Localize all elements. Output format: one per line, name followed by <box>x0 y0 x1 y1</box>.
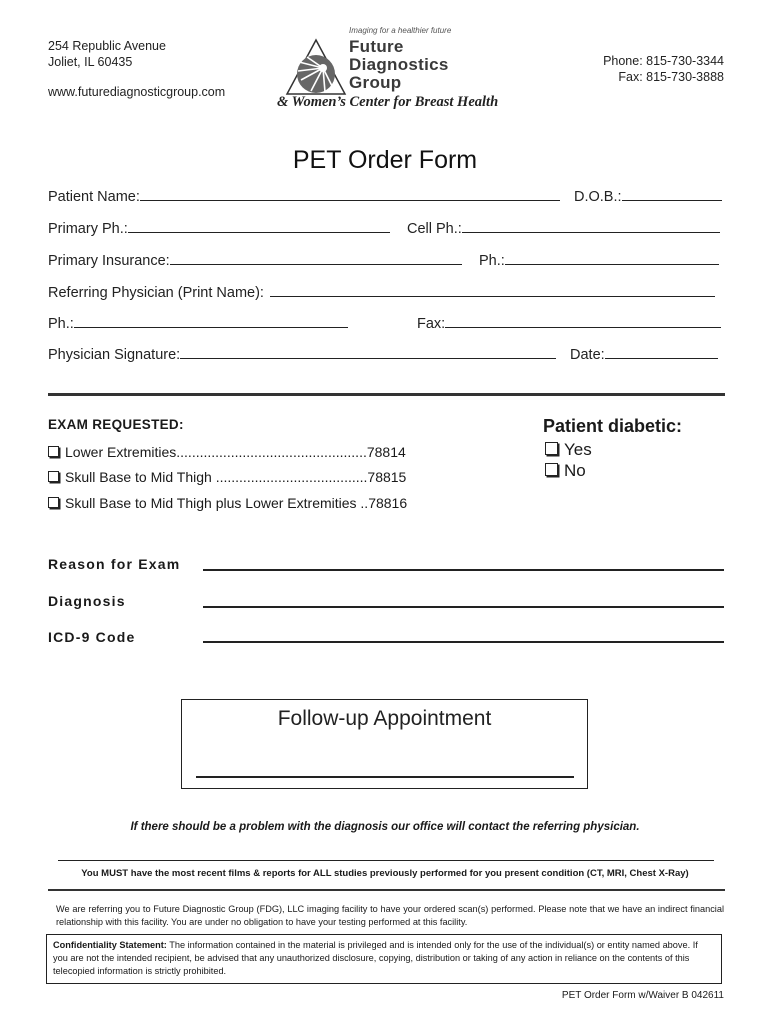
logo-subtitle: & Women’s Center for Breast Health <box>277 94 499 110</box>
form-footer: PET Order Form w/Waiver B 042611 <box>561 990 724 1001</box>
primary-phone-label: Primary Ph.: <box>48 221 128 237</box>
diagnosis-problem-note: If there should be a problem with the diagnosis our office will contact the referring physician. <box>130 821 640 833</box>
films-reports-notice: You MUST have the most recent films & reports for ALL studies previously performed for you present condition (CT, MRI, Chest X-Ray) <box>81 868 689 879</box>
followup-appointment-line[interactable] <box>196 776 574 778</box>
exam-option-label: Skull Base to Mid Thigh .......................................78815 <box>65 469 407 485</box>
checkbox-diabetic-no[interactable] <box>545 463 558 476</box>
exam-option-lower-extremities[interactable] <box>48 444 406 460</box>
primary-phone-field[interactable] <box>48 219 390 237</box>
insurance-phone-label: Ph.: <box>479 253 505 269</box>
physician-signature-field[interactable] <box>48 345 556 363</box>
date-line[interactable] <box>605 345 718 359</box>
cell-phone-line[interactable] <box>462 219 720 233</box>
patient-name-label: Patient Name: <box>48 189 140 205</box>
diabetic-yes-label: Yes <box>564 440 592 459</box>
note-divider <box>58 860 714 861</box>
confidentiality-text: The information contained in the material is privileged and is intended only for the use of the individual(s) or entity named above. If you are not the intended recipient, be advised that any unauthorized disclosure, copying, distribution or taking of any action in reliance on the contents of this telecopied information is strictly prohibited. <box>53 940 698 976</box>
date-field[interactable] <box>570 345 718 363</box>
dob-line[interactable] <box>622 187 722 201</box>
diabetic-no-option[interactable] <box>545 461 586 481</box>
checkbox-skull-base-plus-lower[interactable] <box>48 497 59 508</box>
followup-appointment-title: Follow-up Appointment <box>277 707 492 730</box>
form-title: PET Order Form <box>292 146 478 174</box>
physician-phone-field[interactable] <box>48 314 348 332</box>
primary-phone-line[interactable] <box>128 219 390 233</box>
logo-name <box>349 38 449 92</box>
section-divider <box>48 393 725 396</box>
dob-label: D.O.B.: <box>574 189 622 205</box>
contact-numbers <box>603 53 724 85</box>
notice-divider <box>48 889 725 891</box>
exam-option-label: Skull Base to Mid Thigh plus Lower Extremities ..78816 <box>65 495 408 511</box>
reason-for-exam-label: Reason for Exam <box>48 556 181 572</box>
diagnosis-label: Diagnosis <box>48 593 126 609</box>
physician-phone-line[interactable] <box>74 314 348 328</box>
diabetic-yes-option[interactable] <box>545 440 592 460</box>
icd9-code-line[interactable] <box>203 641 724 643</box>
diagnosis-line[interactable] <box>203 606 724 608</box>
physician-fax-field[interactable] <box>417 314 721 332</box>
physician-signature-label: Physician Signature: <box>48 347 181 363</box>
exam-option-label: Lower Extremities.................................................78814 <box>65 444 406 460</box>
referral-disclosure: We are referring you to Future Diagnostic Group (FDG), LLC imaging facility to have your ordered scan(s) performed. Please note that we have an indirect financial relationship with this facility. You are under no obligation to have your testing performed at this facility. <box>56 904 724 927</box>
physician-signature-line[interactable] <box>180 345 556 359</box>
exam-option-skull-base-mid-thigh[interactable] <box>48 469 406 485</box>
patient-diabetic-heading: Patient diabetic: <box>543 416 683 436</box>
company-logo <box>277 26 500 112</box>
fax-number: Fax: 815-730-3888 <box>618 70 724 84</box>
exam-requested-heading: EXAM REQUESTED: <box>48 417 184 432</box>
physician-fax-line[interactable] <box>445 314 721 328</box>
checkbox-lower-extremities[interactable] <box>48 446 59 457</box>
reason-for-exam-line[interactable] <box>203 569 724 571</box>
date-label: Date: <box>570 347 605 363</box>
physician-fax-label: Fax: <box>417 316 446 332</box>
physician-phone-label: Ph.: <box>48 316 74 332</box>
patient-name-line[interactable] <box>140 187 560 201</box>
dob-field[interactable] <box>574 187 722 205</box>
cell-phone-field[interactable] <box>407 219 720 237</box>
address-line-1: 254 Republic Avenue <box>48 39 166 53</box>
diabetic-no-label: No <box>564 461 586 480</box>
logo-tagline: Imaging for a healthier future <box>349 26 452 35</box>
cell-phone-label: Cell Ph.: <box>407 221 462 237</box>
exam-option-skull-base-plus-lower[interactable] <box>48 495 407 511</box>
referring-physician-line[interactable] <box>270 283 715 297</box>
phone-number: Phone: 815-730-3344 <box>603 54 724 68</box>
insurance-phone-line[interactable] <box>505 251 719 265</box>
logo-line-2: Diagnostics <box>349 55 449 74</box>
patient-name-field[interactable] <box>48 187 560 205</box>
insurance-phone-field[interactable] <box>479 251 719 269</box>
confidentiality-statement <box>53 939 715 977</box>
referring-physician-field[interactable] <box>48 283 715 301</box>
primary-insurance-label: Primary Insurance: <box>48 253 170 269</box>
referring-physician-label: Referring Physician (Print Name): <box>48 285 264 301</box>
address-line-2: Joliet, IL 60435 <box>48 55 133 69</box>
checkbox-skull-base-mid-thigh[interactable] <box>48 471 59 482</box>
icd9-code-label: ICD-9 Code <box>48 629 136 645</box>
logo-line-3: Group <box>349 73 402 92</box>
logo-globe-icon <box>285 38 347 96</box>
primary-insurance-field[interactable] <box>48 251 462 269</box>
primary-insurance-line[interactable] <box>170 251 462 265</box>
checkbox-diabetic-yes[interactable] <box>545 442 558 455</box>
clinic-address <box>48 38 166 70</box>
website-text: www.futurediagnosticgroup.com <box>48 85 226 99</box>
logo-line-1: Future <box>349 37 404 56</box>
confidentiality-label: Confidentiality Statement: <box>53 940 167 950</box>
